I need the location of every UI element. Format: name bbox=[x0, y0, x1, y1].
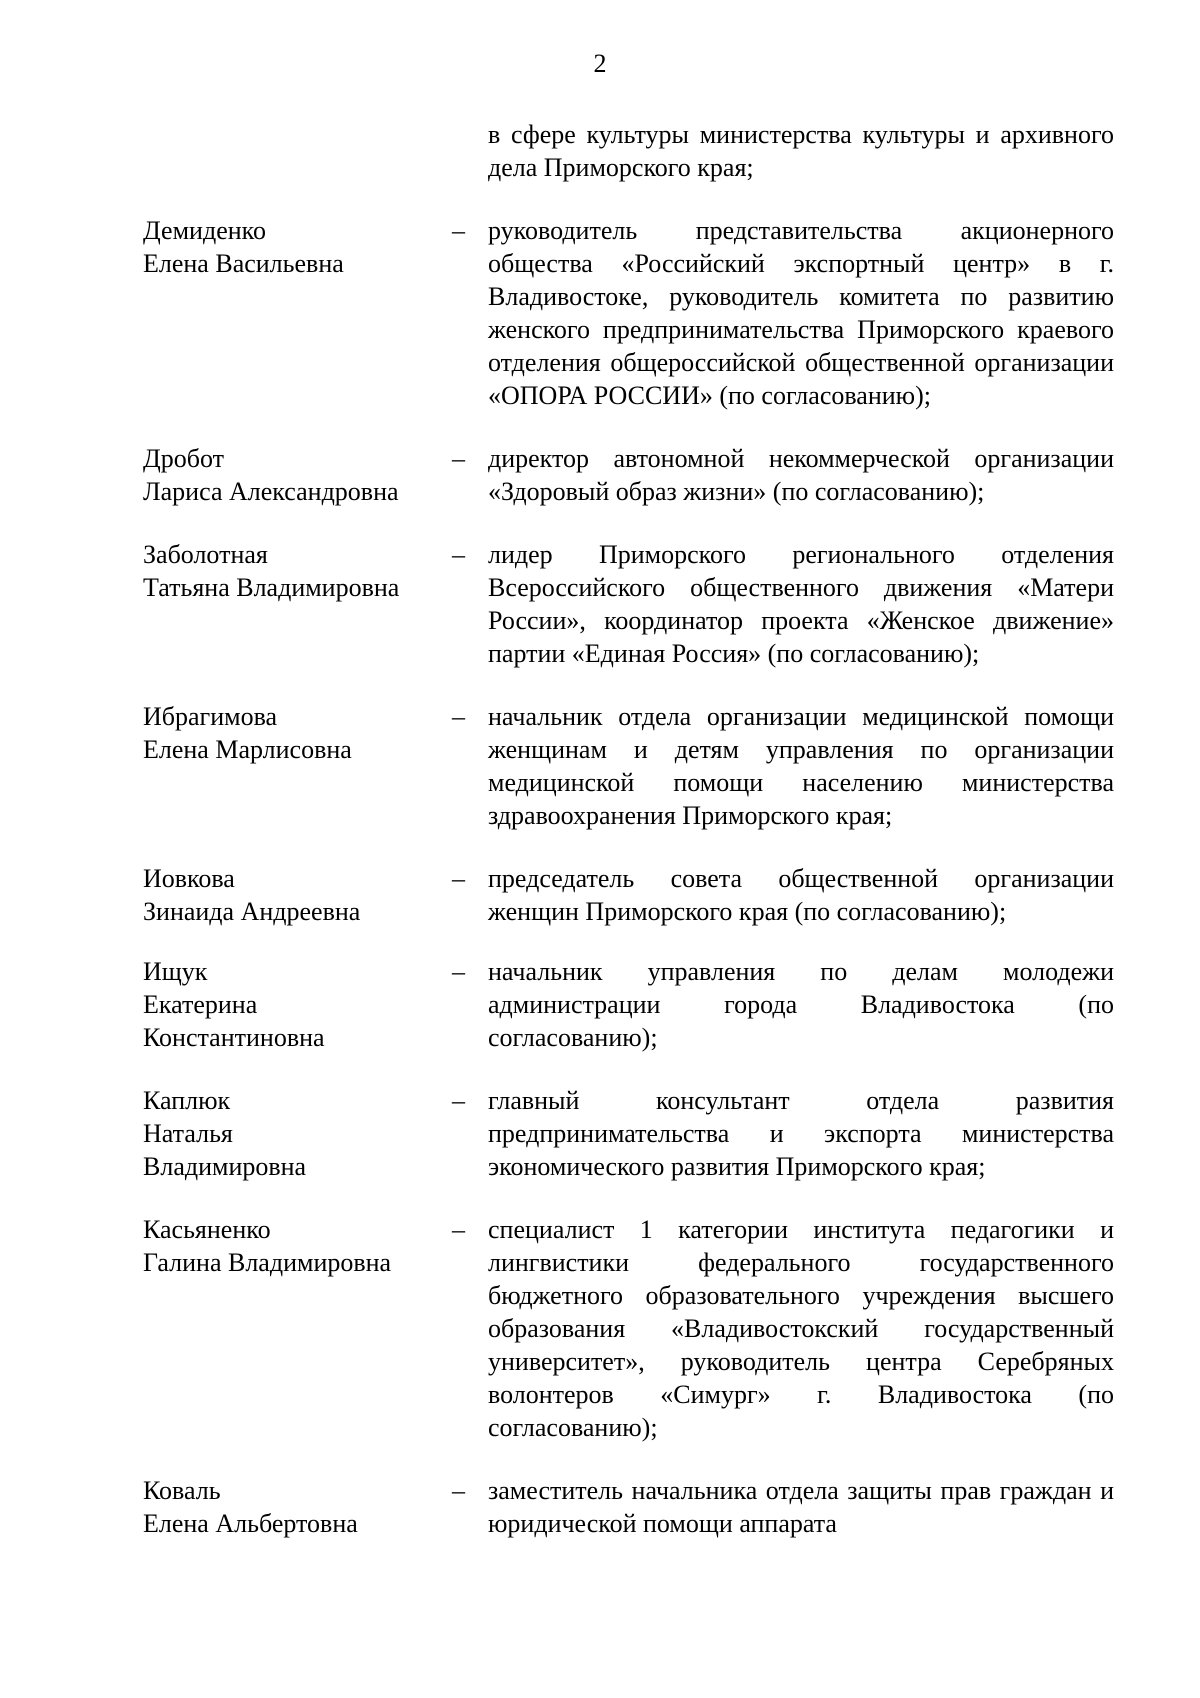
member-role: председатель совета общественной организации женщин Приморского края (по согласованию); bbox=[488, 864, 1114, 926]
member-entry-demidenko bbox=[0, 214, 1200, 412]
member-role: лидер Приморского регионального отделения Всероссийского общественного движения «Матери России», координатор проекта «Женское движение» партии «Единая Россия» (по согласованию); bbox=[488, 540, 1114, 668]
member-given-name: Наталья bbox=[143, 1119, 233, 1148]
entry-dash: – bbox=[452, 1476, 465, 1505]
member-surname: Дробот bbox=[143, 444, 224, 473]
member-name bbox=[143, 538, 443, 604]
member-surname: Коваль bbox=[143, 1476, 221, 1505]
page-number: 2 bbox=[593, 49, 607, 78]
member-entry-koval bbox=[0, 1474, 1200, 1540]
member-entry-iovkova bbox=[0, 862, 1200, 928]
entry-dash: – bbox=[452, 957, 465, 986]
entry-dash: – bbox=[452, 702, 465, 731]
member-role: директор автономной некоммерческой организации «Здоровый образ жизни» (по согласованию); bbox=[488, 444, 1114, 506]
member-surname: Иовкова bbox=[143, 864, 235, 893]
entry-dash: – bbox=[452, 444, 465, 473]
member-role: заместитель начальника отдела защиты прав граждан и юридической помощи аппарата bbox=[488, 1476, 1114, 1538]
member-given-name: Татьяна Владимировна bbox=[143, 573, 400, 602]
member-surname: Каплюк bbox=[143, 1086, 231, 1115]
member-name bbox=[143, 1213, 443, 1279]
member-role: начальник управления по делам молодежи администрации города Владивостока (по согласованию); bbox=[488, 957, 1114, 1052]
member-name bbox=[143, 700, 443, 766]
member-name bbox=[143, 1474, 443, 1540]
member-role: начальник отдела организации медицинской помощи женщинам и детям управления по организации медицинской помощи населению министерства здравоохранения Приморского края; bbox=[488, 702, 1114, 830]
entry-dash: – bbox=[452, 1086, 465, 1115]
member-entry-ishchuk bbox=[0, 955, 1200, 1054]
member-entry-zabolotnaya bbox=[0, 538, 1200, 670]
member-given-name: Елена Марлисовна bbox=[143, 735, 352, 764]
member-name bbox=[143, 862, 443, 928]
member-entry-ibragimova bbox=[0, 700, 1200, 832]
member-surname: Демиденко bbox=[143, 216, 266, 245]
member-name bbox=[143, 214, 443, 280]
member-given-name: Елена Васильевна bbox=[143, 249, 344, 278]
continuation-text: в сфере культуры министерства культуры и архивного дела Приморского края; bbox=[488, 120, 1114, 182]
member-name bbox=[143, 1084, 443, 1183]
member-entry-kasyanenko bbox=[0, 1213, 1200, 1444]
member-surname: Касьяненко bbox=[143, 1215, 271, 1244]
member-given-name: Елена Альбертовна bbox=[143, 1509, 358, 1538]
member-given-name: Екатерина bbox=[143, 990, 258, 1019]
member-given-name: Зинаида Андреевна bbox=[143, 897, 361, 926]
member-list bbox=[0, 118, 1200, 1540]
member-entry-kaplyuk bbox=[0, 1084, 1200, 1183]
continuation-entry bbox=[0, 118, 1200, 184]
member-entry-drobot bbox=[0, 442, 1200, 508]
entry-dash: – bbox=[452, 540, 465, 569]
entry-dash: – bbox=[452, 1215, 465, 1244]
entry-dash: – bbox=[452, 864, 465, 893]
member-role: главный консультант отдела развития предпринимательства и экспорта министерства экономического развития Приморского края; bbox=[488, 1086, 1114, 1181]
member-surname: Ибрагимова bbox=[143, 702, 278, 731]
member-patronymic: Владимировна bbox=[143, 1152, 307, 1181]
member-role: специалист 1 категории института педагогики и лингвистики федерального государственного бюджетного образовательного учреждения высшего образования «Владивостокский государственный университет», руководитель центра Серебряных волонтеров «Симург» г. Владивостока (по согласованию); bbox=[488, 1215, 1114, 1442]
member-name bbox=[143, 442, 443, 508]
member-name bbox=[143, 955, 443, 1054]
member-role: руководитель представительства акционерного общества «Российский экспортный центр» в г. Владивостоке, руководитель комитета по развитию женского предпринимательства Приморского краевого отделения общероссийской общественной организации «ОПОРА РОССИИ» (по согласованию); bbox=[488, 216, 1114, 410]
member-given-name: Галина Владимировна bbox=[143, 1248, 392, 1277]
member-surname: Ищук bbox=[143, 957, 208, 986]
member-surname: Заболотная bbox=[143, 540, 268, 569]
member-patronymic: Константиновна bbox=[143, 1023, 325, 1052]
member-given-name: Лариса Александровна bbox=[143, 477, 399, 506]
entry-dash: – bbox=[452, 216, 465, 245]
